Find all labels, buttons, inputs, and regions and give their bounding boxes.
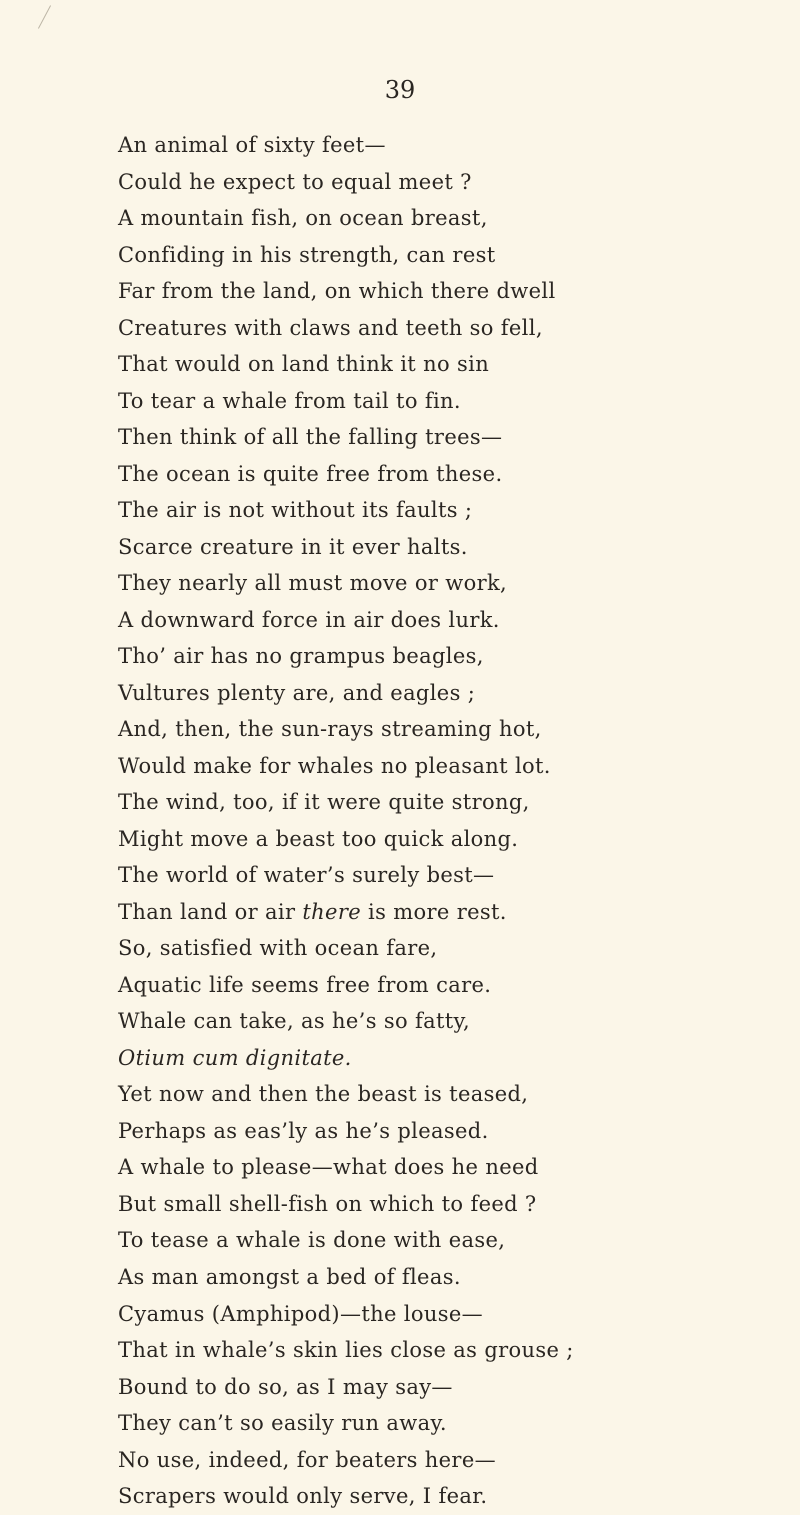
poem-line: Perhaps as eas’ly as he’s pleased.	[118, 1118, 489, 1143]
poem-line	[118, 894, 778, 931]
poem-line: Confiding in his strength, can rest	[118, 242, 496, 267]
poem-line: Then think of all the falling trees—	[118, 425, 503, 450]
poem-line: The wind, too, if it were quite strong,	[118, 790, 530, 815]
poem-line: A whale to please—what does he need	[118, 1155, 539, 1180]
poem-body	[118, 127, 778, 1515]
poem-line: But small shell-fish on which to feed ?	[118, 1191, 537, 1216]
poem-line: A mountain fish, on ocean breast,	[118, 206, 488, 231]
page-number: 39	[384, 76, 416, 104]
poem-line: The ocean is quite free from these.	[118, 461, 503, 486]
poem-line: Would make for whales no pleasant lot.	[118, 753, 551, 778]
poem-line: Yet now and then the beast is teased,	[118, 1082, 529, 1107]
poem-line: As man amongst a bed of fleas.	[118, 1264, 461, 1289]
poem-line: An animal of sixty feet—	[118, 133, 386, 157]
margin-pencil-mark	[38, 5, 51, 28]
poem-line: Vultures plenty are, and eagles ;	[118, 680, 476, 705]
italic-latin-phrase: Otium cum dignitate.	[118, 1045, 352, 1070]
poem-line: Aquatic life seems free from care.	[118, 972, 492, 997]
poem-line: Might move a beast too quick along.	[118, 826, 519, 851]
italic-word: there	[302, 899, 361, 924]
poem-line	[118, 1040, 778, 1077]
poem-line: Scarce creature in it ever halts.	[118, 534, 468, 559]
poem-line: Tho’ air has no grampus beagles,	[118, 644, 484, 669]
line-text: Than land or air	[118, 899, 303, 924]
poem-line: So, satisfied with ocean fare,	[118, 936, 438, 961]
poem-line: Cyamus (Amphipod)—the louse—	[118, 1301, 483, 1326]
poem-line: Whale can take, as he’s so fatty,	[118, 1009, 471, 1034]
poem-line: They nearly all must move or work,	[118, 571, 508, 596]
poem-line: Scrapers would only serve, I fear.	[118, 1484, 488, 1509]
poem-line: Could he expect to equal meet ?	[118, 169, 472, 194]
poem-line: The air is not without its faults ;	[118, 498, 473, 523]
poem-line: Creatures with claws and teeth so fell,	[118, 315, 543, 340]
poem-line: No use, indeed, for beaters here—	[118, 1447, 496, 1472]
poem-line: Bound to do so, as I may say—	[118, 1374, 453, 1399]
poem-line: To tear a whale from tail to fin.	[118, 388, 461, 413]
poem-line: Far from the land, on which there dwell	[118, 279, 556, 304]
poem-line: And, then, the sun-rays streaming hot,	[118, 717, 542, 742]
poem-line: That would on land think it no sin	[118, 352, 490, 377]
poem-line: The world of water’s surely best—	[118, 863, 495, 888]
line-text: is more rest.	[361, 899, 507, 924]
poem-line: That in whale’s skin lies close as grouse ;	[118, 1338, 574, 1363]
poem-line: A downward force in air does lurk.	[118, 607, 500, 632]
poem-line: To tease a whale is done with ease,	[118, 1228, 506, 1253]
poem-line: They can’t so easily run away.	[118, 1411, 447, 1436]
